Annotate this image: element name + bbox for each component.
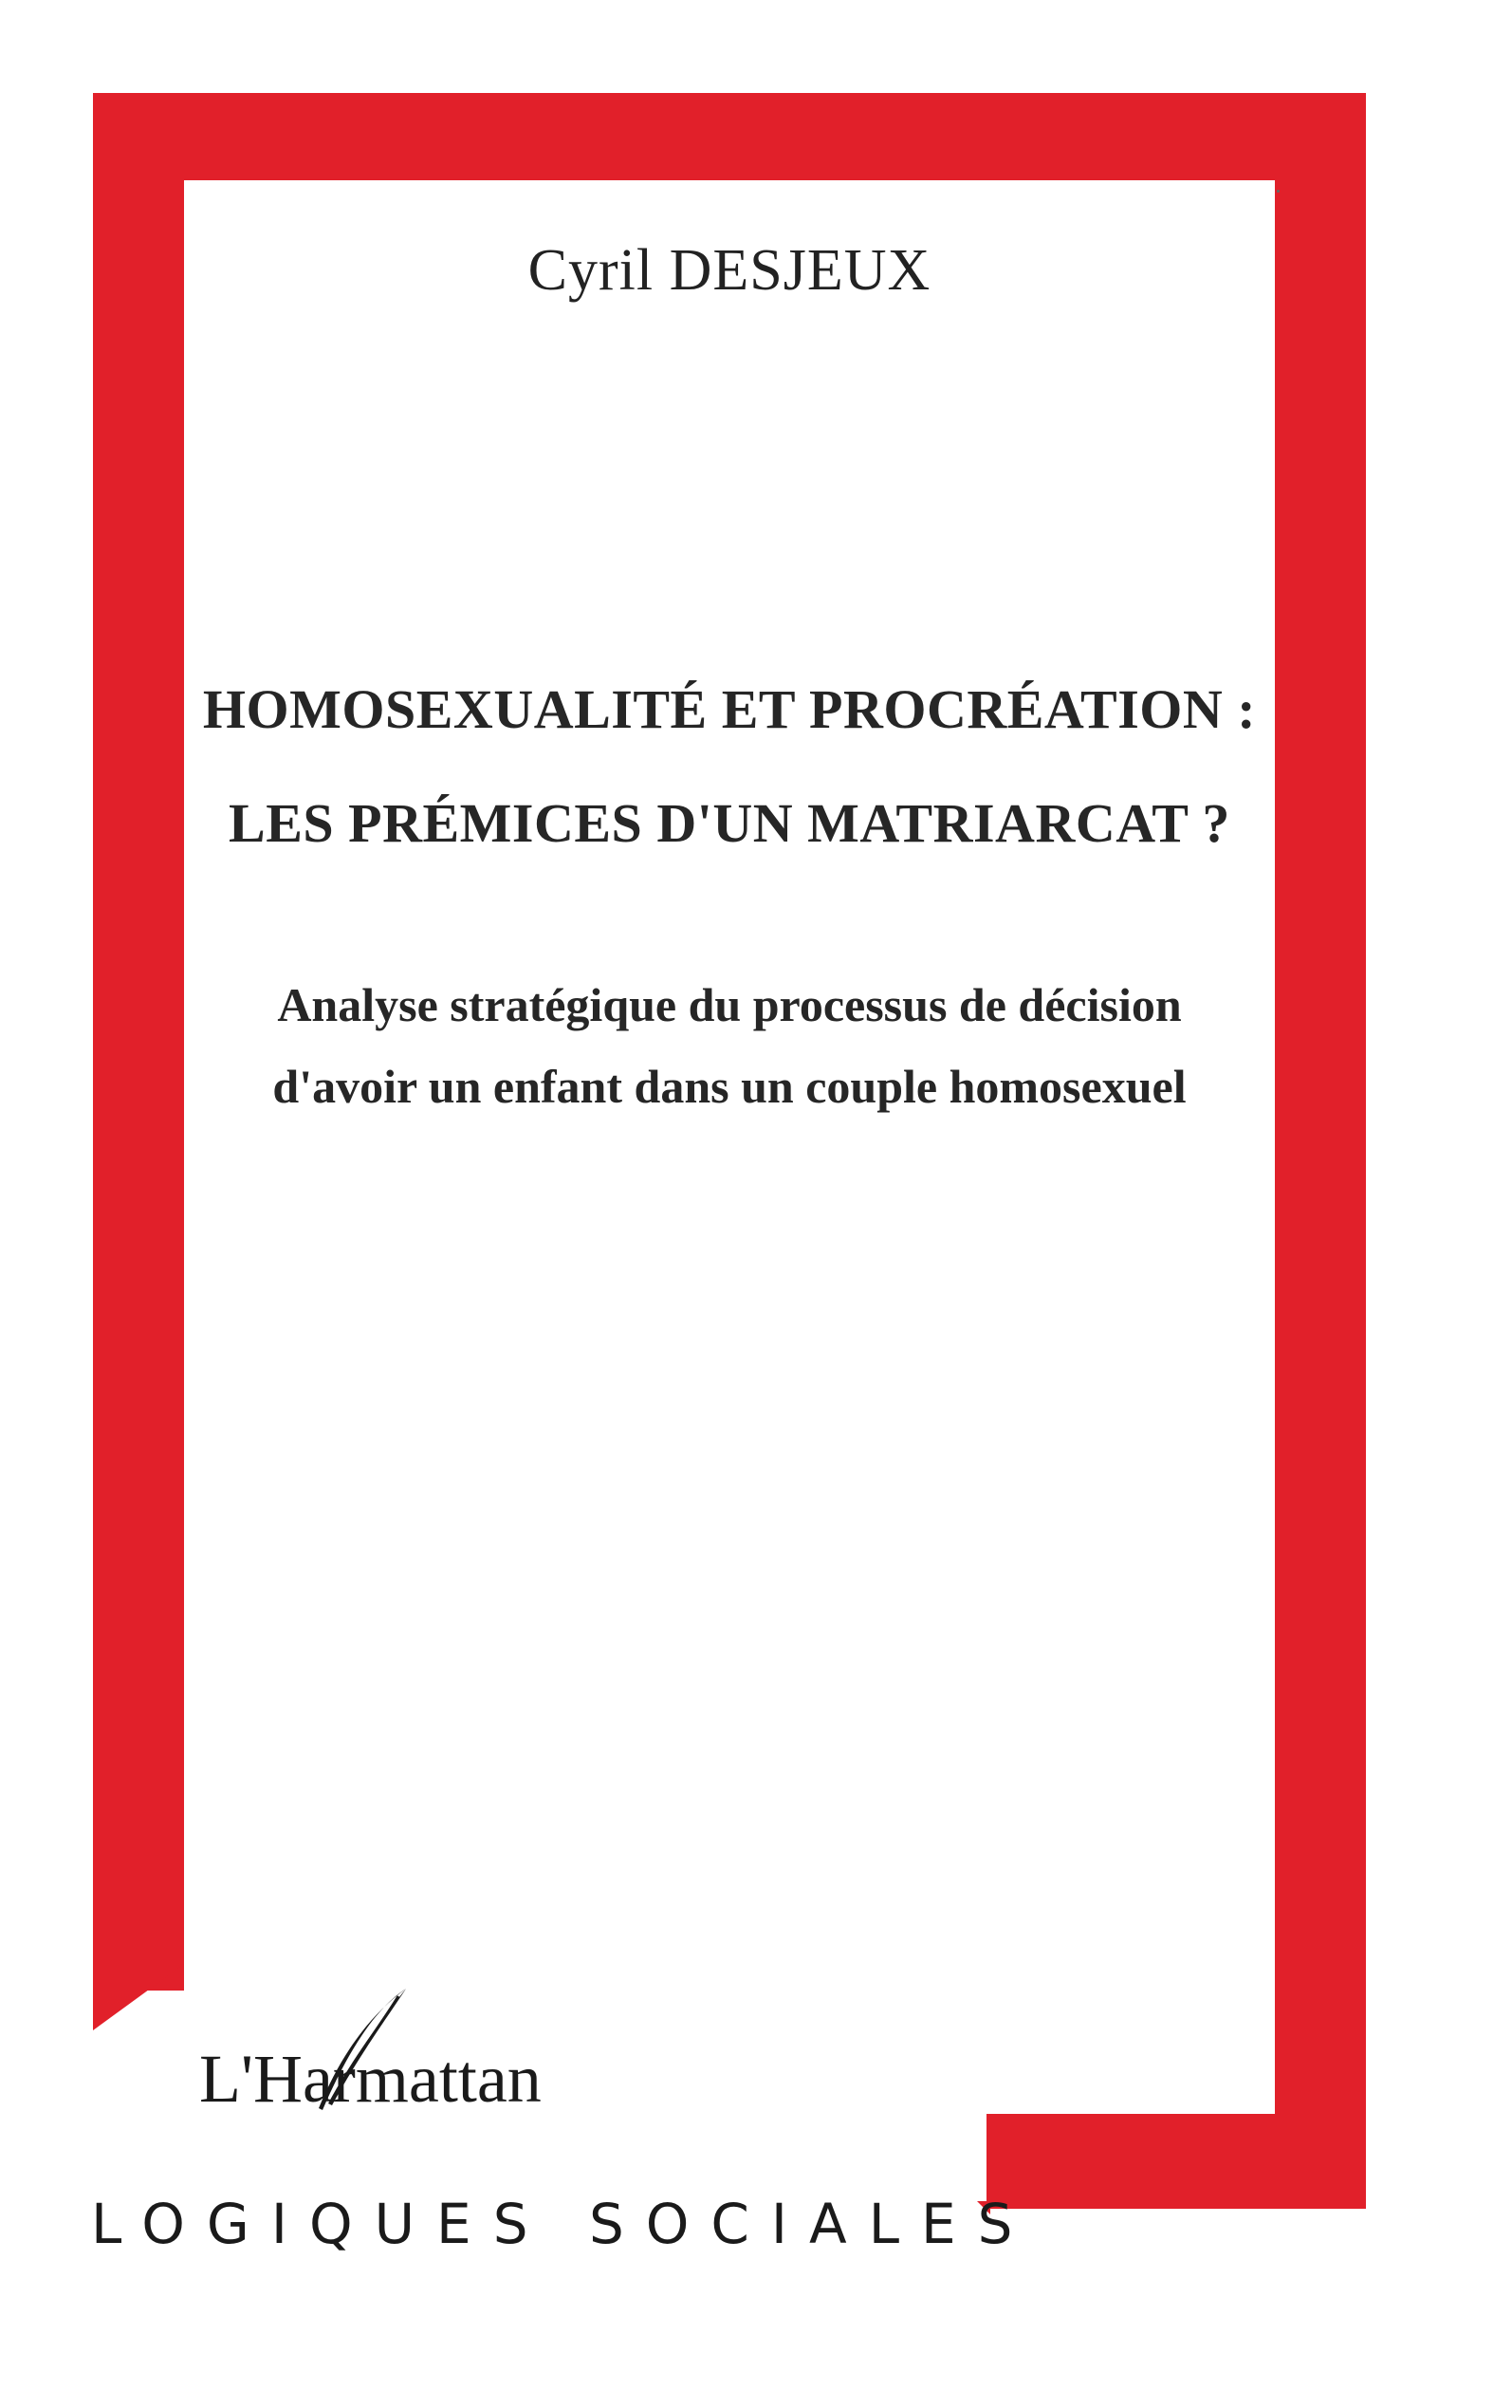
red-frame-top [93,93,1366,180]
print-speck [1277,190,1280,193]
author-name: Cyril DESJEUX [527,238,931,303]
red-frame-torn-edge [93,1964,184,2030]
red-frame-left [93,93,184,1991]
red-frame-bottom [986,2114,1366,2209]
title-line-2: LES PRÉMICES D'UN MATRIARCAT ? [229,792,1230,854]
publisher-name: L'Harmattan [199,2041,542,2117]
collection-name: LOGIQUES SOCIALES [91,2192,1035,2256]
title-line-1: HOMOSEXUALITÉ ET PROCRÉATION : [202,678,1257,740]
subtitle-line-1: Analyse stratégique du processus de décision [277,978,1182,1031]
subtitle-line-2: d'avoir un enfant dans un couple homosexuel [272,1060,1187,1113]
red-frame-right [1275,93,1366,2209]
publisher-logo [199,2002,730,2116]
